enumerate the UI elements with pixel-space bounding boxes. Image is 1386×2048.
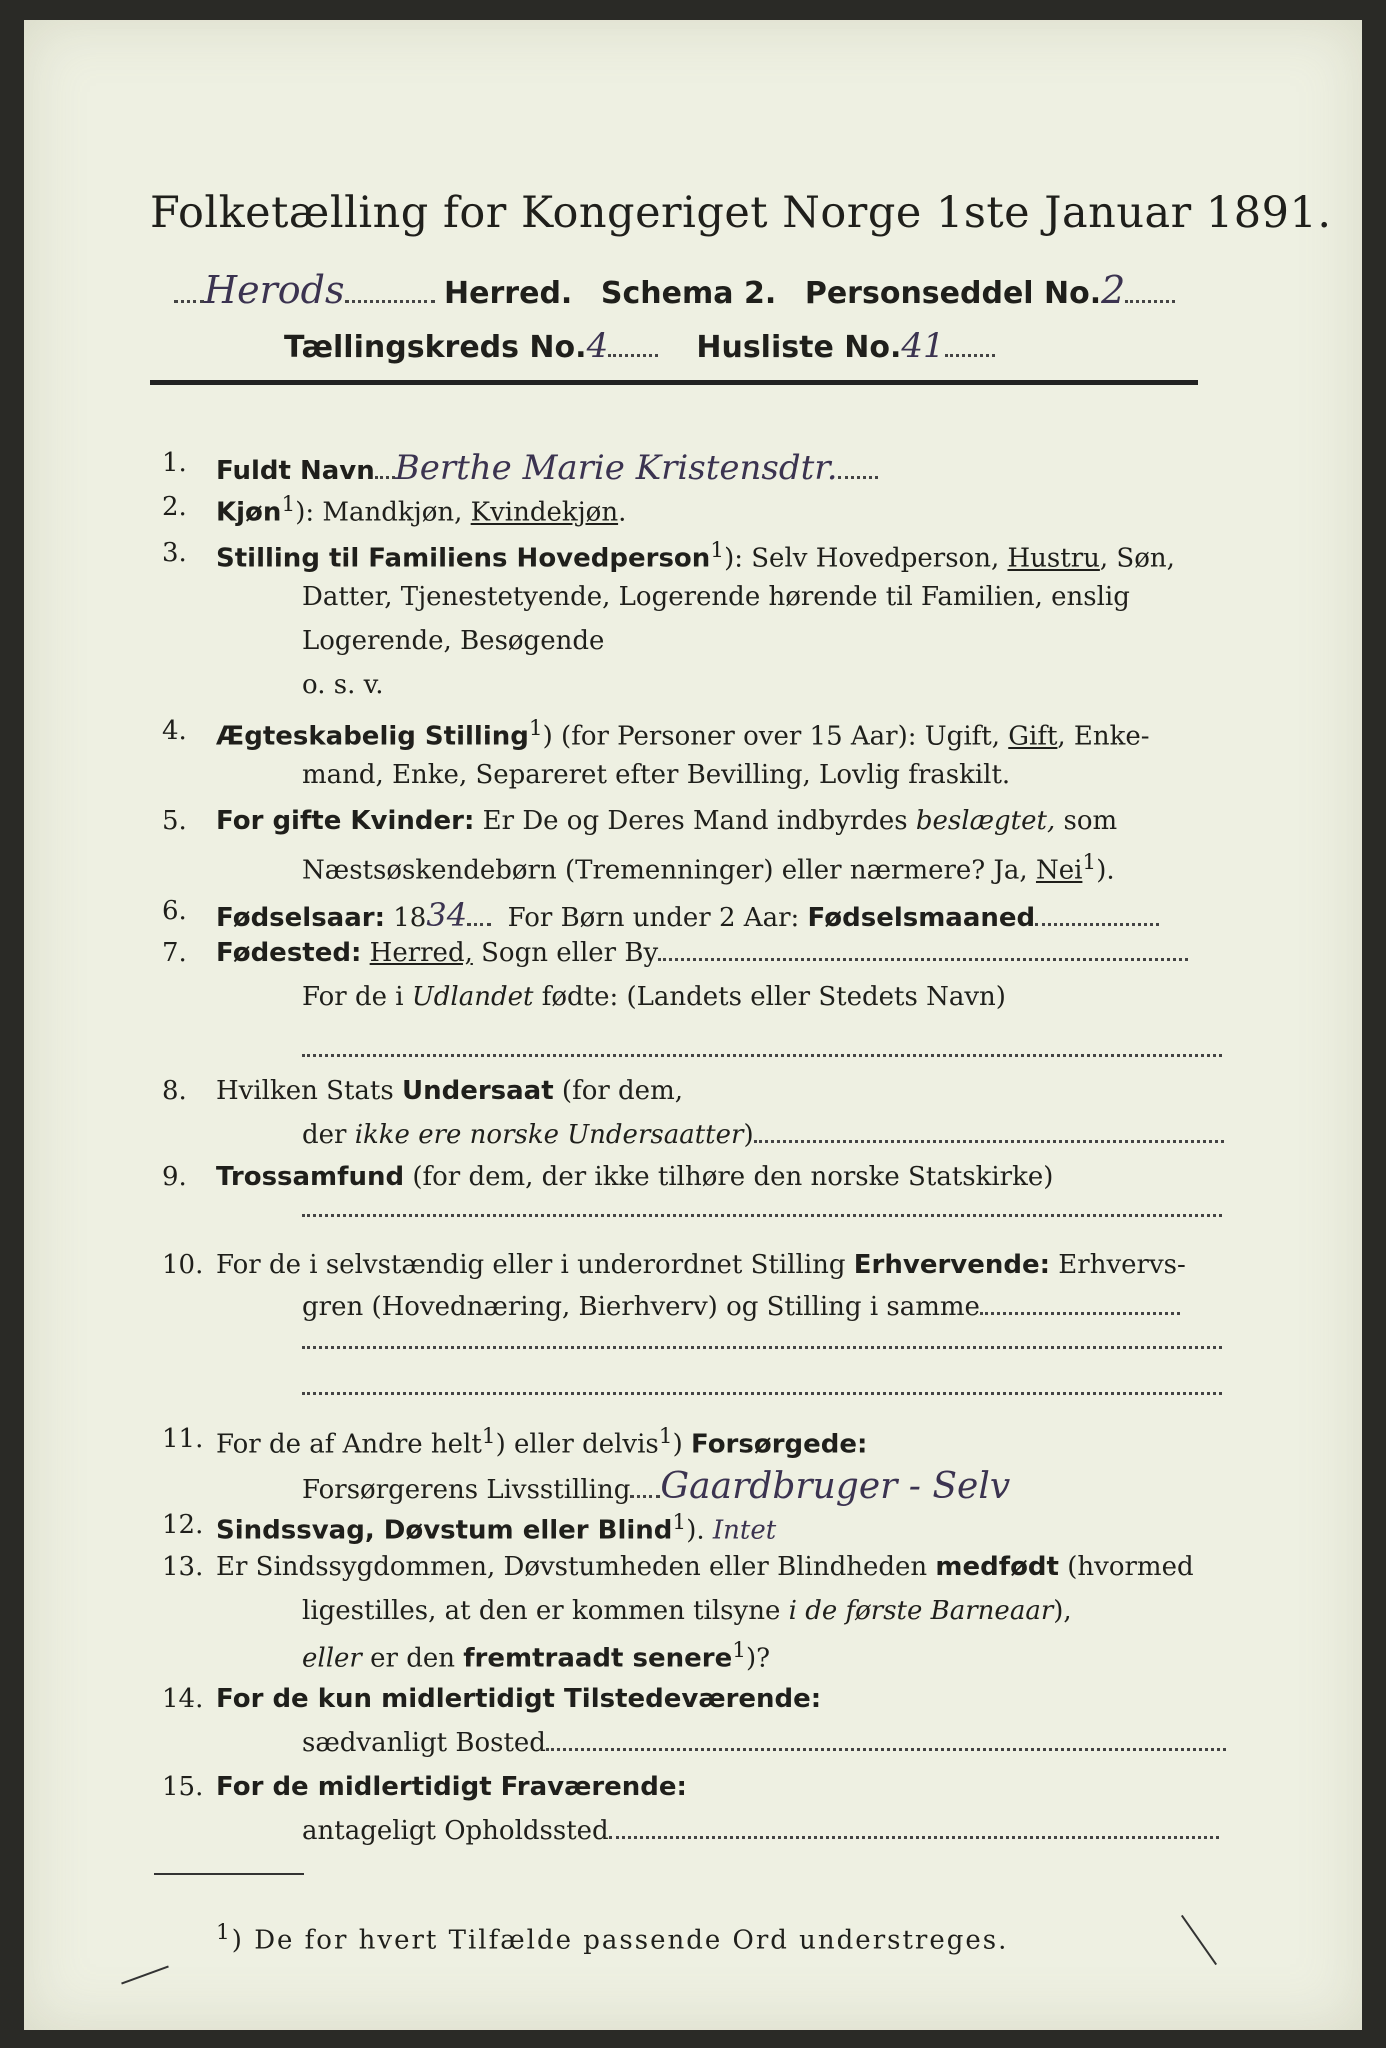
q6-label: Fødselsaar: [216,903,385,933]
q11-number: 11. [162,1424,204,1454]
footnote [216,1920,1008,1956]
q7-line2-text: For de i [302,982,412,1012]
dotted-line [302,1382,1222,1395]
q14-line1 [216,1684,821,1714]
q4-text: ) (for Personer over 15 Aar): Ugift, [542,721,1009,752]
q2-number: 2. [162,492,187,522]
scratch-mark [121,1966,169,1985]
q10-label: Erhvervende: [853,1250,1051,1280]
q13-line3-end: )? [746,1643,771,1674]
herred-line [174,268,1175,312]
q7-line2 [302,982,1006,1012]
q11-value: Gaardbruger - Selv [660,1466,1011,1507]
q5-italic: beslægtet, [915,806,1056,836]
q8-number: 8. [162,1076,187,1106]
q5-number: 5. [162,806,187,836]
footnote-ref: 1 [481,1424,496,1449]
q7-blank-line [302,1042,1222,1061]
q7-number: 7. [162,938,187,968]
dotted-line [302,1204,1222,1217]
q13-text: Er Sindssygdommen, Døvstumheden eller Blindheden [216,1552,936,1582]
taellingskreds-value: 4 [586,326,609,366]
q6-number: 6. [162,896,187,926]
footnote-marker: 1 [216,1920,232,1945]
q9-number: 9. [162,1162,187,1192]
q15-number: 15. [162,1772,204,1802]
dotted-line [345,282,435,303]
footnote-ref: 1 [710,538,725,563]
q11-text-end: ) [672,1429,691,1460]
dotted-line [608,336,658,357]
q4-line2: mand, Enke, Separeret efter Bevilling, Lovlig fraskilt. [302,760,1011,790]
q13-number: 13. [162,1552,204,1582]
q15-label: For de midlertidigt Fraværende: [216,1772,687,1802]
q10-text-end: Erhvervs- [1050,1250,1186,1280]
q9-text: (for dem, der ikke tilhøre den norske Statskirke) [404,1162,1054,1192]
q10-line2-text: gren (Hovednæring, Bierhverv) og Stilling i samme [302,1292,980,1322]
q8-italic: ikke ere norske Undersaatter [354,1120,744,1150]
q6-year-value: 34 [426,896,468,934]
q8-label: Undersaat [401,1076,554,1106]
herred-label: Herred. [444,276,573,311]
q13-label: medfødt [935,1552,1059,1582]
q12-label: Sindssvag, Døvstum eller Blind [216,1515,673,1546]
q8-text-end: (for dem, [553,1076,683,1106]
q5-text-end: som [1055,806,1118,836]
q4-number: 4. [162,716,187,746]
q15-line2 [302,1816,1219,1846]
q9-label: Trossamfund [216,1162,405,1192]
q3-label: Stilling til Familiens Hovedperson [216,543,711,574]
dotted-line [302,1044,1222,1057]
q4-selected-option: Gift [1008,721,1058,752]
dotted-line [658,942,1188,961]
q11-line1 [216,1424,867,1460]
q3-text-end: , Søn, [1099,543,1175,574]
q13-line1 [216,1552,1194,1582]
q2-selected-option: Kvindekjøn [470,497,619,528]
footnote-divider [154,1873,304,1875]
q2-line [216,492,626,528]
q8-text: Hvilken Stats [216,1076,402,1106]
q3-text: ): Selv Hovedperson, [724,543,1008,574]
q13-text-end: (hvormed [1058,1552,1194,1582]
q4-line1 [216,716,1150,752]
husliste-value: 41 [901,326,945,366]
dotted-line [174,282,204,303]
q11-label: Forsørgede: [690,1429,868,1460]
q11-line2 [302,1466,1010,1507]
footnote-text: ) De for hvert Tilfælde passende Ord understreges. [231,1925,1009,1956]
q7-space [361,938,369,968]
dotted-line [838,460,878,479]
form-title: Folketælling for Kongeriget Norge 1ste Januar 1891. [150,188,1332,238]
q14-line2 [302,1728,1226,1758]
q10-text: For de i selvstændig eller i underordnet Stilling [216,1250,854,1280]
footnote-ref: 1 [658,1424,673,1449]
dotted-line [467,907,491,926]
q13-line3-text: er den [361,1643,464,1674]
q5-selected-option: Nei [1035,855,1083,886]
q15-line2-text: antageligt Opholdssted [302,1816,609,1846]
q12-line [216,1510,776,1546]
q10-line2 [302,1292,1180,1322]
q5-line2 [302,850,1115,886]
dotted-line [546,1732,1226,1751]
q1-label: Fuldt Navn [216,456,375,486]
q8-line1 [216,1076,683,1106]
taellingskreds-label: Tællingskreds No. [284,330,587,365]
q10-number: 10. [162,1250,204,1280]
q5-line2-end: ). [1096,855,1115,886]
q14-number: 14. [162,1684,204,1714]
dotted-line [980,1296,1180,1315]
q11-line2-text: Forsørgerens Livsstilling [302,1475,631,1505]
footnote-ref: 1 [528,716,543,741]
q2-label: Kjøn [216,497,282,528]
q12-text: ). [686,1515,705,1546]
q14-label: For de kun midlertidigt Tilstedeværende: [216,1684,822,1714]
census-form-sheet [24,20,1362,2030]
q7-italic: Udlandet [411,982,534,1012]
q13-line2 [302,1596,1072,1626]
footnote-ref: 1 [672,1510,687,1535]
q1-name-value: Berthe Marie Kristensdtr. [394,448,838,488]
q6-label2: Fødselsmaaned [807,903,1036,933]
schema-label: Schema 2. [600,276,777,311]
q2-text-end: . [618,497,627,528]
footnote-ref: 1 [281,492,296,517]
q3-line1 [216,538,1175,574]
q3-line3: Logerende, Besøgende [302,626,605,656]
q9-line [216,1162,1053,1192]
q13-line2-text: ligestilles, at den er kommen tilsyne [302,1596,789,1626]
q11-text-mid: ) eller delvis [495,1429,659,1460]
dotted-line [754,1124,1224,1143]
q7-line1 [216,938,1188,968]
husliste-label: Husliste No. [696,330,902,365]
q8-line2-text: der [302,1120,355,1150]
q10-blank-line-2 [302,1380,1222,1399]
q2-text: ): Mandkjøn, [295,497,471,528]
scratch-mark [1181,1915,1217,1965]
herred-value: Herods [204,268,345,312]
q1-number: 1. [162,448,187,478]
q7-line2-end: fødte: (Landets eller Stedets Navn) [533,982,1006,1012]
taellingskreds-line [284,326,995,366]
dotted-line [302,1336,1222,1349]
q13-label2: fremtraadt senere [463,1643,733,1674]
q4-label: Ægteskabelig Stilling [216,721,529,752]
q1-line [216,448,878,488]
q10-line1 [216,1250,1186,1280]
q3-selected-option: Hustru [1007,543,1100,574]
dotted-line [945,336,995,357]
q12-number: 12. [162,1510,204,1540]
q7-selected-option: Herred, [369,938,473,968]
q6-text: For Børn under 2 Aar: [507,903,808,933]
q13-italic-eller: eller [302,1643,362,1674]
q3-line4: o. s. v. [302,670,384,700]
q8-line2-end: ) [743,1120,754,1150]
q4-text-end: , Enke- [1057,721,1150,752]
q8-line2 [302,1120,1224,1150]
q13-italic: i de første Barneaar [788,1596,1054,1626]
q15-line1 [216,1772,687,1802]
q12-value: Intet [712,1515,777,1546]
q5-text: Er De og Deres Mand indbyrdes [474,806,916,836]
footnote-ref: 1 [1082,850,1097,875]
q5-label: For gifte Kvinder: [216,806,475,836]
dotted-line [375,460,395,479]
dotted-line [1125,282,1175,303]
q9-blank-line [302,1202,1222,1221]
header-divider [150,380,1198,385]
q13-line3 [302,1638,770,1674]
q5-line2-text: Næstsøskendebørn (Tremenninger) eller nærmere? Ja, [302,855,1036,886]
personseddel-label: Personseddel No. [804,276,1102,311]
q7-text: Sogn eller By [472,938,659,968]
q6-year-prefix: 18 [385,903,427,933]
dotted-line [630,1479,660,1498]
dotted-line [609,1820,1219,1839]
q14-line2-text: sædvanligt Bosted [302,1728,546,1758]
dotted-line [1035,907,1159,926]
personseddel-value: 2 [1101,268,1126,312]
q3-line2: Datter, Tjenestetyende, Logerende hørende til Familien, enslig [302,582,1130,612]
q11-text: For de af Andre helt [216,1429,482,1460]
q3-number: 3. [162,538,187,568]
q5-line1 [216,806,1117,836]
q10-blank-line-1 [302,1334,1222,1353]
q13-line2-end: ), [1053,1596,1072,1626]
footnote-ref: 1 [732,1638,747,1663]
q6-line [216,896,1159,934]
q7-label: Fødested: [216,938,362,968]
